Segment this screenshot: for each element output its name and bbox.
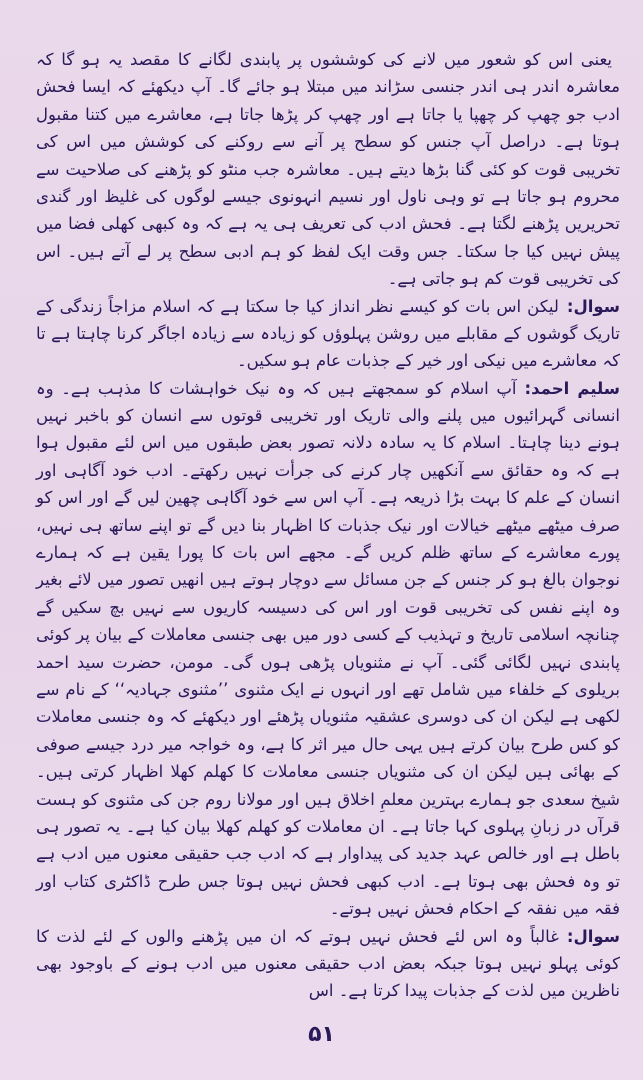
paragraph-intro [36,46,620,293]
page-text [36,46,620,1005]
paragraph-question-1 [36,293,620,375]
paragraph-text: لیکن اس بات کو کیسے نظر انداز کیا جا سکتا ہے کہ اسلام مزاجاً زندگی کے تاریک گوشوں کے مقابلے میں روشن پہلوؤں کو زیادہ سے زیادہ اجاگر کرنا چاہتا ہے تا کہ معاشرے میں نیکی اور خیر کے جذبات عام ہو سکیں۔ [36,296,620,371]
paragraph-text: یعنی اس کو شعور میں لانے کی کوششوں پر پابندی لگانے کا مقصد یہ ہو گا کہ معاشرہ اندر ہی اندر جنسی سڑاند میں مبتلا ہو جائے گا۔ آپ دیکھئے کہ ایسا فحش ادب جو چھپ کر چھپا یا جاتا ہے اور چھپ کر پڑھا جاتا ہے، معاشرے میں کتنا مقبول ہوتا ہے۔ دراصل آپ جنس کو سطح پر آنے سے روکنے کی کوشش میں اس کی تخریبی قوت کو کئی گنا بڑھا دیتے ہیں۔ معاشرہ جب منٹو کو پڑھنے کی صلاحیت سے محروم ہو جاتا ہے تو وہی ناول اور نسیم انہونوی جیسے لوگوں کی غلیظ اور گندی تحریریں پڑھنے لگتا ہے۔ فحش ادب کی تعریف ہی یہ ہے کہ وہ کبھی کھلی فضا میں پیش نہیں کیا جا سکتا۔ جس وقت ایک لفظ کو ہم ادبی سطح پر لے آتے ہیں۔ اس کی تخریبی قوت کم ہو جاتی ہے۔ [36,50,620,289]
paragraph-text: غالباً وہ اس لئے فحش نہیں ہوتے کہ ان میں پڑھنے والوں کے لئے لذت کا کوئی پہلو نہیں ہوتا جبکہ بعض ادب حقیقی معنوں میں ادب ہونے کے باوجود بھی ناظرین میں لذت کے جذبات پیدا کرتا ہے۔ اس [36,926,620,1001]
paragraph-answer-salim-ahmad [36,375,620,923]
speaker-label: سوال: [566,296,620,316]
paragraph-question-2 [36,923,620,1005]
speaker-label: سوال: [566,926,620,946]
page-number: ۵۱ [308,1022,335,1047]
paragraph-text: آپ اسلام کو سمجھتے ہیں کہ وہ نیک خواہشات کا مذہب ہے۔ وہ انسانی گہرائیوں میں پلنے والی تاریک اور تخریبی قوتوں سے انسان کو باخبر نہیں ہونے دینا چاہتا۔ اسلام کا یہ سادہ دلانہ تصور بعض طبقوں میں اس لئے مقبول ہوا ہے کہ وہ حقائق سے آنکھیں چار کرنے کی جرأت نہیں رکھتے۔ ادب خود آگاہی اور انسان کے علم کا بہت بڑا ذریعہ ہے۔ آپ اس سے خود آگاہی چھین لیں گے اور اس کو صرف میٹھے میٹھے خیالات اور نیک جذبات کا اظہار بنا دیں گے تو اپنے ساتھ ہی نہیں، پورے معاشرے کے ساتھ ظلم کریں گے۔ مجھے اس بات کا پورا یقین ہے کہ ہمارے نوجوان بالغ ہو کر جنس کے جن مسائل سے دوچار ہوتے ہیں انھیں تصور میں لائے بغیر وہ اپنے نفس کی تخریبی قوت اور اس کی دسیسہ کاریوں سے نہیں بچ سکیں گے چنانچہ اسلامی تاریخ و تہذیب کے کسی دور میں بھی جنسی معاملات کے بیان پر کوئی پابندی نہیں لگائی گئی۔ آپ نے مثنویاں پڑھی ہوں گی۔ مومن، حضرت سید احمد بریلوی کے خلفاء میں شامل تھے اور انہوں نے ایک مثنوی ’’مثنوی جہادیہ‘‘ کے نام سے لکھی ہے لیکن ان کی دوسری عشقیہ مثنویاں پڑھئے اور دیکھئے کہ وہ جنسی معاملات کو کس طرح بیان کرتے ہیں یہی حال میر اثر کا ہے، وہ خواجہ میر درد جیسے صوفی کے بھائی ہیں لیکن ان کی مثنویاں جنسی معاملات کا کھلم کھلا اظہار کرتی ہیں۔ شیخ سعدی جو ہمارے بہترین معلمِ اخلاق ہیں اور مولانا روم جن کی مثنوی کو ہست قرآں در زبانِ پہلوی کہا جاتا ہے۔ ان معاملات کو کھلم کھلا بیان کیا ہے۔ یہ تصور ہی باطل ہے اور خالص عہد جدید کی پیداوار ہے کہ ادب جب حقیقی معنوں میں ادب ہے تو وہ فحش بھی ہوتا ہے۔ ادب کبھی فحش نہیں ہوتا جس طرح ڈاکٹری کتاب اور فقہ میں نفقہ کے احکام فحش نہیں ہوتے۔ [36,378,620,919]
speaker-label: سلیم احمد: [524,378,620,398]
